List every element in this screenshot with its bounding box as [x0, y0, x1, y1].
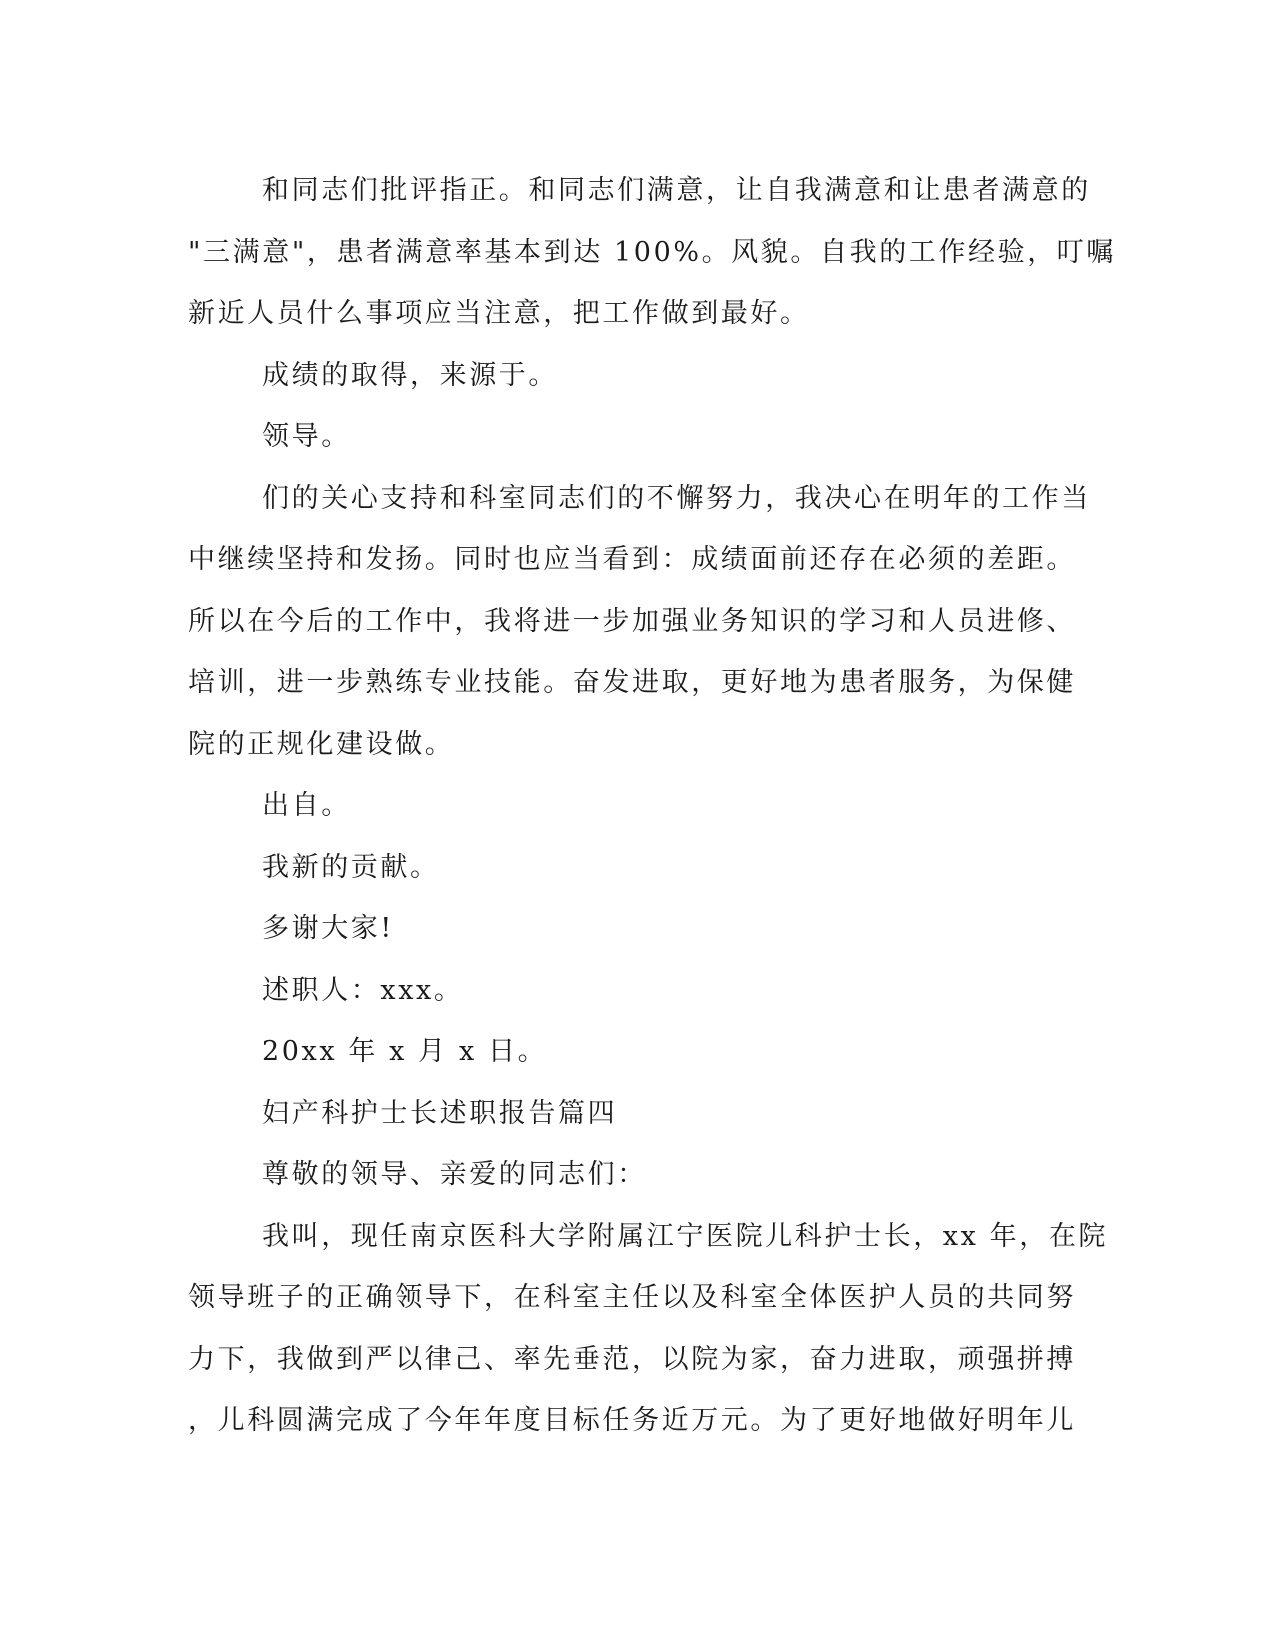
text-line: 中继续坚持和发扬。同时也应当看到：成绩面前还存在必须的差距。 — [188, 544, 1076, 575]
text-line: 领导。 — [262, 421, 351, 452]
signature-line: 述职人：xxx。 — [262, 974, 464, 1006]
text-line: 院的正规化建设做。 — [188, 728, 455, 760]
text-line: ，儿科圆满完成了今年年度目标任务近万元。为了更好地做好明年儿 — [188, 1405, 1076, 1436]
text-line: 多谢大家! — [262, 913, 394, 944]
text-line: 新近人员什么事项应当注意，把工作做到最好。 — [188, 298, 810, 329]
section-heading: 妇产科护士长述职报告篇四 — [262, 1097, 618, 1129]
text-line: "三满意"，患者满意率基本到达 100%。风貌。自我的工作经验，叮嘱 — [188, 236, 1117, 268]
text-line: 们的关心支持和科室同志们的不懈努力，我决心在明年的工作当 — [262, 482, 1091, 514]
text-line: 所以在今后的工作中，我将进一步加强业务知识的学习和人员进修、 — [188, 605, 1076, 637]
text-line: 培训，进一步熟练专业技能。奋发进取，更好地为患者服务，为保健 — [188, 667, 1076, 698]
text-line: 我叫，现任南京医科大学附属江宁医院儿科护士长，xx 年，在院 — [262, 1220, 1109, 1252]
text-line: 和同志们批评指正。和同志们满意，让自我满意和让患者满意的 — [262, 175, 1091, 206]
salutation-line: 尊敬的领导、亲爱的同志们： — [262, 1159, 647, 1190]
document-body — [188, 160, 1117, 1452]
text-line: 成绩的取得，来源于。 — [262, 359, 558, 391]
text-line: 领导班子的正确领导下，在科室主任以及科室全体医护人员的共同努 — [188, 1282, 1076, 1313]
text-line: 我新的贡献。 — [262, 851, 440, 883]
text-line: 出自。 — [262, 790, 351, 821]
date-line: 20xx 年 x 月 x 日。 — [262, 1036, 548, 1067]
text-line: 力下，我做到严以律己、率先垂范，以院为家，奋力进取，顽强拼搏 — [188, 1343, 1076, 1375]
